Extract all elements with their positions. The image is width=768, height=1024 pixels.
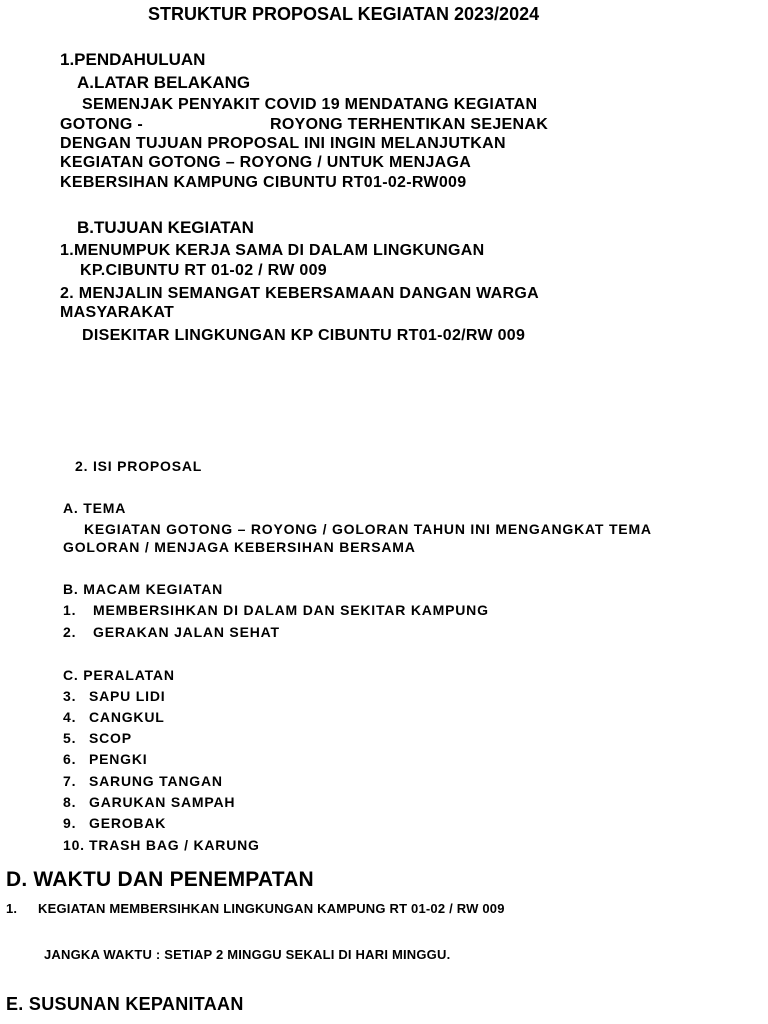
tema-line-2: GOLORAN / MENJAGA KEBERSIHAN BERSAMA [63, 539, 416, 555]
list-item [63, 730, 132, 746]
list-item-number: 3. [63, 688, 77, 704]
latar-line-2: ROYONG TERHENTIKAN SEJENAK [270, 116, 549, 133]
list-item [63, 794, 235, 810]
list-item-text: SARUNG TANGAN [89, 773, 223, 789]
list-item-number: 9. [63, 815, 77, 831]
list-item-number: 10. [63, 837, 85, 853]
list-item-number: 1. [63, 602, 77, 618]
section-d-heading: D. WAKTU DAN PENEMPATAN [6, 868, 314, 891]
latar-line-3: DENGAN TUJUAN PROPOSAL INI INGIN MELANJUTKAN [60, 135, 506, 152]
list-item [63, 751, 147, 767]
list-item-text: SAPU LIDI [89, 688, 166, 704]
list-item [63, 773, 223, 789]
list-item [63, 815, 166, 831]
peralatan-heading: C. PERALATAN [63, 667, 175, 683]
list-item-number: 4. [63, 709, 77, 725]
latar-line-5: KEBERSIHAN KAMPUNG CIBUNTU RT01-02-RW009 [60, 174, 467, 191]
waktu-item-1 [6, 901, 505, 916]
section-2-heading: 2. ISI PROPOSAL [75, 458, 203, 474]
list-item [63, 709, 165, 725]
section-1-heading: 1.PENDAHULUAN [60, 50, 206, 69]
latar-line-2-prefix: GOTONG - [60, 116, 143, 133]
list-item-text: MEMBERSIHKAN DI DALAM DAN SEKITAR KAMPUNG [93, 602, 489, 618]
list-item [63, 624, 280, 640]
list-item-text: GEROBAK [89, 815, 167, 831]
macam-kegiatan-heading: B. MACAM KEGIATAN [63, 581, 224, 597]
latar-line-1: SEMENJAK PENYAKIT COVID 19 MENDATANG KEGIATAN [82, 96, 538, 113]
tujuan-item-2-cont1: MASYARAKAT [60, 304, 175, 321]
tujuan-item-2: 2. MENJALIN SEMANGAT KEBERSAMAAN DANGAN WARGA [60, 285, 539, 302]
tema-heading: A. TEMA [63, 500, 127, 516]
list-item-number: 2. [63, 624, 77, 640]
list-item-number: 5. [63, 730, 77, 746]
list-item-text: SCOP [89, 730, 132, 746]
tujuan-item-1-cont: KP.CIBUNTU RT 01-02 / RW 009 [80, 262, 327, 279]
list-item-text: PENGKI [89, 751, 148, 767]
section-1a-heading: A.LATAR BELAKANG [77, 73, 251, 92]
list-item-number: 1. [6, 901, 18, 916]
list-item-number: 7. [63, 773, 77, 789]
jangka-waktu-note: JANGKA WAKTU : SETIAP 2 MINGGU SEKALI DI HARI MINGGU. [44, 947, 451, 962]
list-item-text: GARUKAN SAMPAH [89, 794, 236, 810]
list-item-text: KEGIATAN MEMBERSIHKAN LINGKUNGAN KAMPUNG RT 01-02 / RW 009 [38, 901, 505, 916]
tujuan-item-1: 1.MENUMPUK KERJA SAMA DI DALAM LINGKUNGAN [60, 242, 485, 259]
section-e-heading: E. SUSUNAN KEPANITAAN [6, 994, 244, 1014]
list-item [63, 837, 260, 853]
document-title: STRUKTUR PROPOSAL KEGIATAN 2023/2024 [148, 4, 540, 24]
tujuan-item-2-cont2: DISEKITAR LINGKUNGAN KP CIBUNTU RT01-02/RW 009 [82, 327, 526, 344]
latar-line-4: KEGIATAN GOTONG – ROYONG / UNTUK MENJAGA [60, 154, 472, 171]
section-1b-heading: B.TUJUAN KEGIATAN [77, 218, 254, 237]
list-item [63, 688, 165, 704]
list-item-text: TRASH BAG / KARUNG [89, 837, 260, 853]
list-item-text: CANGKUL [89, 709, 165, 725]
list-item-number: 6. [63, 751, 77, 767]
list-item-text: GERAKAN JALAN SEHAT [93, 624, 280, 640]
list-item [63, 602, 489, 618]
tema-line-1: KEGIATAN GOTONG – ROYONG / GOLORAN TAHUN INI MENGANGKAT TEMA [84, 521, 652, 537]
list-item-number: 8. [63, 794, 77, 810]
